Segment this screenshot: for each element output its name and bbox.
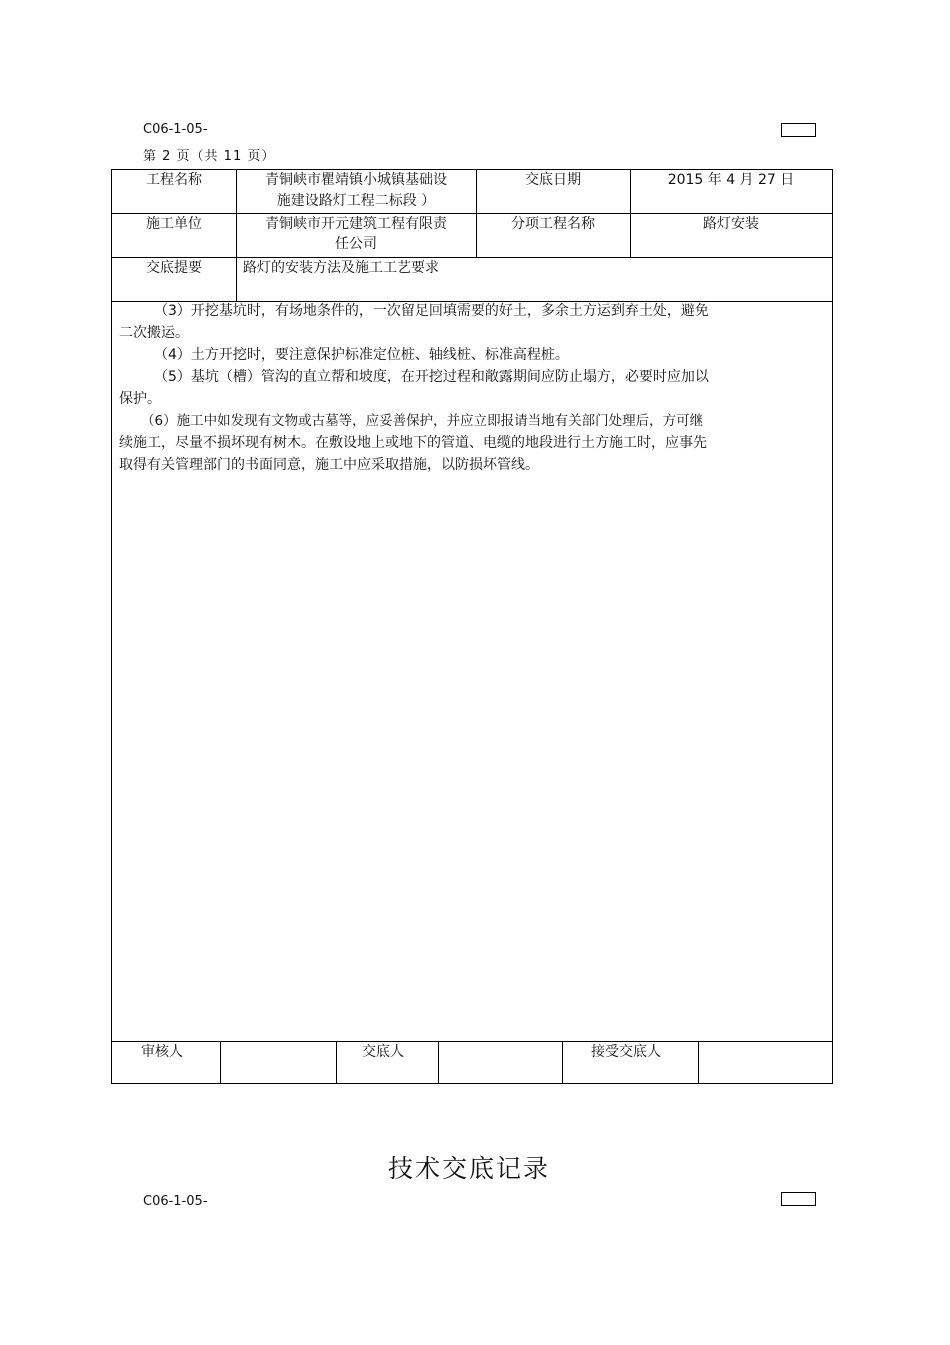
contractor-line1: 青铜峡市开元建筑工程有限责 — [265, 216, 447, 232]
project-name-line1: 青铜峡市瞿靖镇小城镇基础设 — [265, 172, 447, 188]
content-line: （5）基坑（槽）管沟的直立帮和坡度，在开挖过程和敞露期间应防止塌方，必要时应加以 — [154, 369, 709, 385]
summary-label: 交底提要 — [146, 260, 202, 276]
content-line: 取得有关管理部门的书面同意，施工中应采取措施，以防损坏管线。 — [119, 457, 539, 473]
next-code-number-box — [781, 1192, 816, 1206]
summary-value: 路灯的安装方法及施工工艺要求 — [243, 260, 439, 276]
document-title: 技术交底记录 — [387, 1154, 550, 1183]
contractor-line2: 任公司 — [335, 236, 377, 252]
date-label: 交底日期 — [525, 172, 581, 188]
content-line: （6）施工中如发现有文物或古墓等，应妥善保护，并应立即报请当地有关部门处理后，方可继 — [141, 413, 704, 429]
project-name-label: 工程名称 — [146, 172, 202, 188]
document-code: C06-1-05- — [143, 122, 208, 137]
disclosure-table — [111, 169, 833, 1084]
sub-project-value: 路灯安装 — [703, 216, 759, 232]
sub-project-label: 分项工程名称 — [511, 216, 595, 232]
receiver-label: 接受交底人 — [591, 1044, 661, 1060]
presenter-label: 交底人 — [362, 1044, 404, 1060]
project-name-line2: 施建设路灯工程二标段 ） — [276, 193, 436, 209]
page-info: 第 2 页（共 11 页） — [143, 149, 276, 164]
date-value: 2015 年 4 月 27 日 — [667, 172, 795, 188]
reviewer-label: 审核人 — [141, 1044, 183, 1060]
next-document-code: C06-1-05- — [143, 1194, 208, 1209]
content-line: （3）开挖基坑时，有场地条件的，一次留足回填需要的好土，多余土方运到弃土处，避免 — [154, 303, 709, 319]
content-line: （4）土方开挖时，要注意保护标准定位桩、轴线桩、标准高程桩。 — [154, 347, 569, 363]
content-line: 二次搬运。 — [119, 325, 189, 341]
content-line: 续施工，尽量不损坏现有树木。在敷设地上或地下的管道、电缆的地段进行土方施工时，应事先 — [119, 435, 707, 451]
content-line: 保护。 — [119, 391, 161, 407]
contractor-label: 施工单位 — [146, 216, 202, 232]
code-number-box — [781, 123, 816, 137]
content-body — [119, 301, 819, 477]
